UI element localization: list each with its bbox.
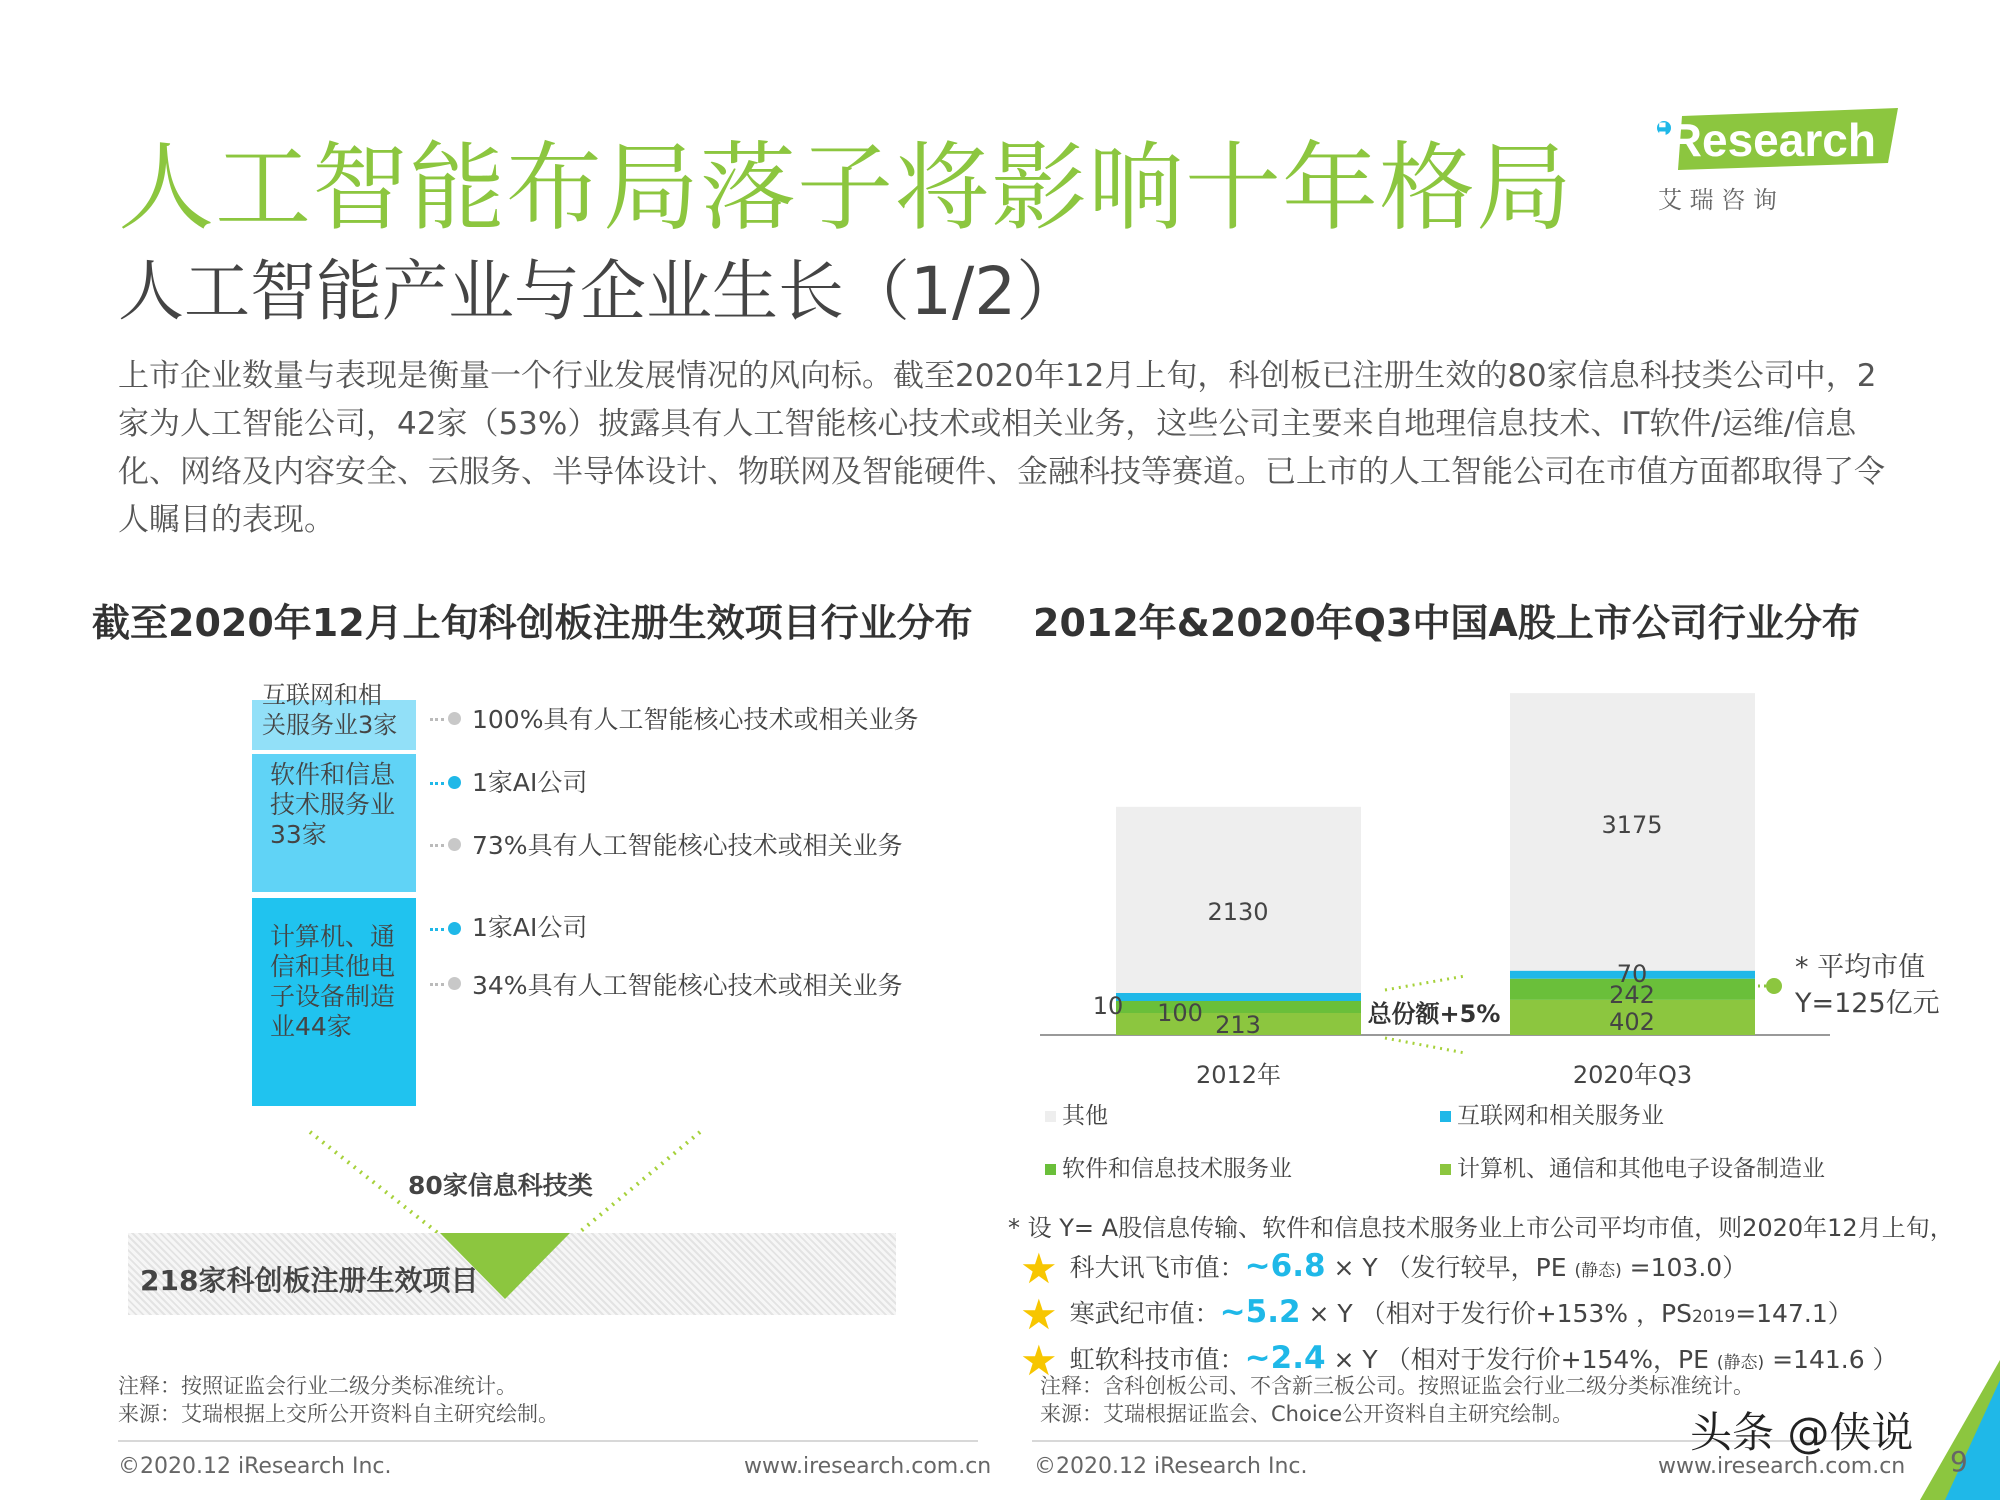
- avg-value-note: * 平均市值 Y=125亿元: [1795, 952, 1940, 1019]
- right-copyright: ©2020.12 iResearch Inc.: [1034, 1454, 1308, 1479]
- left-note: 注释：按照证监会行业二级分类标准统计。: [118, 1374, 517, 1398]
- segment-software: 软件和信息 技术服务业 33家: [252, 754, 416, 892]
- legend-software: 软件和信息技术服务业: [1045, 1150, 1292, 1183]
- grey-dot: [448, 838, 461, 851]
- data-label-2020-software: 242: [1609, 981, 1655, 1009]
- share-label: 总份额+5%: [1367, 1000, 1501, 1028]
- left-copyright: ©2020.12 iResearch Inc.: [118, 1454, 392, 1479]
- grey-dot: [448, 712, 461, 725]
- right-section-title: 2012年&2020年Q3中国A股上市公司行业分布: [1033, 601, 1860, 645]
- stacked-bar-chart: [1030, 660, 1980, 1140]
- x-tick-label: 2020年Q3: [1572, 1061, 1693, 1089]
- funnel-label: 80家信息科技类: [408, 1171, 593, 1200]
- annotation-software-ai-company: 1家AI公司: [472, 768, 588, 797]
- watermark: 头条 @侠说: [1690, 1408, 1914, 1457]
- right-source: 来源：艾瑞根据证监会、Choice公开资料自主研究绘制。: [1040, 1402, 1574, 1426]
- star-row-iflytek: ★ 科大讯飞市值：~6.8 × Y （发行较早，PE (静态) =103.0）: [1020, 1244, 1748, 1293]
- page-subtitle: 人工智能产业与企业生长（1/2）: [118, 253, 1083, 330]
- blue-dot: [448, 776, 461, 789]
- annotation-computer-ai-company: 1家AI公司: [472, 913, 588, 942]
- legend-computer: 计算机、通信和其他电子设备制造业: [1440, 1150, 1825, 1183]
- data-label-2012-other: 2130: [1207, 898, 1269, 926]
- x-tick-label: 2012年: [1195, 1061, 1282, 1089]
- svg-text:iResearch: iResearch: [1656, 114, 1876, 166]
- legend-internet: 互联网和相关服务业: [1440, 1097, 1664, 1130]
- logo-cn-text: 艾 瑞 咨 询: [1658, 186, 1777, 214]
- right-footnote: * 设 Y= A股信息传输、软件和信息技术服务业上市公司平均市值，则2020年12月上旬，: [1008, 1214, 1954, 1242]
- page-number: 9: [1950, 1445, 1968, 1478]
- bar-2012-series-2: [1116, 993, 1361, 1001]
- star-row-cambricon: ★ 寒武纪市值：~5.2 × Y （相对于发行价+153% ，PS2019=147.1）: [1020, 1290, 1853, 1339]
- data-label-2012-internet: 10: [1092, 992, 1124, 1020]
- data-label-2012-software: 100: [1157, 999, 1203, 1027]
- avg-dot: [1766, 978, 1782, 994]
- left-section-title: 截至2020年12月上旬科创板注册生效项目行业分布: [92, 601, 973, 645]
- data-label-2020-internet: 70: [1616, 960, 1648, 988]
- star-icon: ★: [1020, 1244, 1058, 1293]
- right-note: 注释：含科创板公司、不含新三板公司。按照证监会行业二级分类标准统计。: [1040, 1374, 1754, 1398]
- annotation-internet-ai: 100%具有人工智能核心技术或相关业务: [472, 705, 919, 734]
- data-label-2020-computer: 402: [1609, 1008, 1655, 1036]
- iresearch-logo: [1650, 108, 1900, 223]
- grey-dot: [448, 977, 461, 990]
- left-website: www.iresearch.com.cn: [744, 1454, 992, 1479]
- total-projects-label: 218家科创板注册生效项目: [140, 1264, 479, 1297]
- star-icon: ★: [1020, 1336, 1058, 1385]
- legend-other: 其他: [1045, 1097, 1108, 1130]
- star-icon: ★: [1020, 1290, 1058, 1339]
- page-title: 人工智能布局落子将影响十年格局: [118, 132, 1573, 244]
- annotation-computer-ai-share: 34%具有人工智能核心技术或相关业务: [472, 971, 903, 1000]
- annotation-software-ai-share: 73%具有人工智能核心技术或相关业务: [472, 831, 903, 860]
- right-website: www.iresearch.com.cn: [1658, 1454, 1906, 1479]
- share-guide-top: [1385, 976, 1465, 990]
- star-row-arcsoft: ★ 虹软科技市值：~2.4 × Y （相对于发行价+154%，PE (静态) =141.6 ）: [1020, 1336, 1898, 1385]
- data-label-2012-computer: 213: [1215, 1011, 1261, 1039]
- data-label-2020-other: 3175: [1601, 811, 1663, 839]
- blue-dot: [448, 922, 461, 935]
- share-guide-bottom: [1385, 1038, 1465, 1053]
- corner-decoration: [1900, 1360, 2000, 1500]
- segment-computer: 计算机、通 信和其他电 子设备制造 业44家: [252, 898, 416, 1106]
- intro-paragraph: 上市企业数量与表现是衡量一个行业发展情况的风向标。截至2020年12月上旬，科创板已注册生效的80家信息科技类公司中，2家为人工智能公司，42家（53%）披露具有人工智能核心技术或相关业务，这些公司主要来自地理信息技术、IT软件/运维/信息化、网络及内容安全、云服务、半导体设计、物联网及智能硬件、金融科技等赛道。已上市的人工智能公司在市值方面都取得了令人瞩目的表现。: [118, 358, 1885, 538]
- left-source: 来源：艾瑞根据上交所公开资料自主研究绘制。: [118, 1402, 559, 1426]
- segment-internet-label: 互联网和相 关服务业3家: [262, 681, 398, 739]
